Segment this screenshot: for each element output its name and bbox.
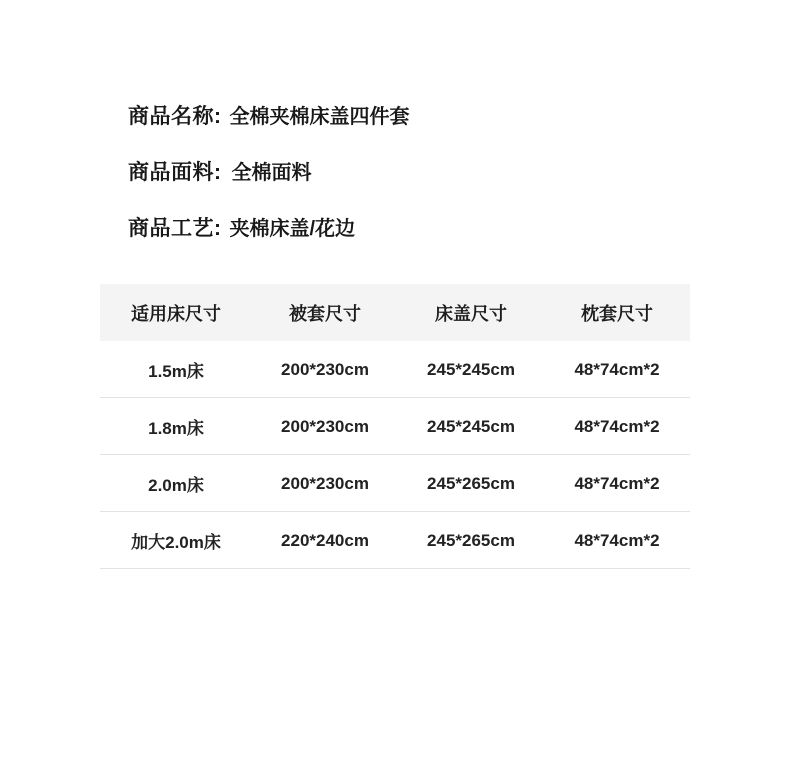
cell-bed-size: 2.0m床 bbox=[100, 455, 252, 512]
table-header-pillowcase-size: 枕套尺寸 bbox=[544, 284, 690, 341]
spec-list bbox=[128, 100, 688, 242]
spec-row-craft bbox=[128, 212, 688, 242]
cell-duvet-cover-size: 200*230cm bbox=[252, 341, 398, 398]
cell-bedspread-size: 245*245cm bbox=[398, 341, 544, 398]
table-header-row bbox=[100, 284, 690, 341]
table-header-bedspread-size: 床盖尺寸 bbox=[398, 284, 544, 341]
spec-label-fabric: 商品面料: bbox=[128, 161, 222, 184]
table-header-duvet-cover-size: 被套尺寸 bbox=[252, 284, 398, 341]
spec-row-fabric bbox=[128, 156, 688, 186]
cell-bedspread-size: 245*265cm bbox=[398, 455, 544, 512]
spec-label-name: 商品名称: bbox=[128, 105, 222, 128]
cell-bedspread-size: 245*245cm bbox=[398, 398, 544, 455]
spec-value-name: 全棉夹棉床盖四件套 bbox=[229, 106, 410, 128]
table-row bbox=[100, 341, 690, 398]
size-table-head bbox=[100, 284, 690, 341]
size-table-container bbox=[100, 284, 690, 569]
cell-pillowcase-size: 48*74cm*2 bbox=[544, 512, 690, 569]
spec-row-name bbox=[128, 100, 688, 130]
cell-bed-size: 1.8m床 bbox=[100, 398, 252, 455]
table-header-bed-size: 适用床尺寸 bbox=[100, 284, 252, 341]
spec-value-fabric: 全棉面料 bbox=[231, 162, 312, 184]
cell-bed-size: 加大2.0m床 bbox=[100, 512, 252, 569]
table-row bbox=[100, 455, 690, 512]
cell-pillowcase-size: 48*74cm*2 bbox=[544, 455, 690, 512]
cell-pillowcase-size: 48*74cm*2 bbox=[544, 341, 690, 398]
size-table bbox=[100, 284, 690, 569]
cell-duvet-cover-size: 200*230cm bbox=[252, 455, 398, 512]
cell-bedspread-size: 245*265cm bbox=[398, 512, 544, 569]
cell-pillowcase-size: 48*74cm*2 bbox=[544, 398, 690, 455]
cell-bed-size: 1.5m床 bbox=[100, 341, 252, 398]
size-table-body bbox=[100, 341, 690, 569]
table-row bbox=[100, 398, 690, 455]
cell-duvet-cover-size: 220*240cm bbox=[252, 512, 398, 569]
table-row bbox=[100, 512, 690, 569]
cell-duvet-cover-size: 200*230cm bbox=[252, 398, 398, 455]
spec-label-craft: 商品工艺: bbox=[128, 217, 222, 240]
spec-value-craft: 夹棉床盖/花边 bbox=[229, 218, 356, 240]
